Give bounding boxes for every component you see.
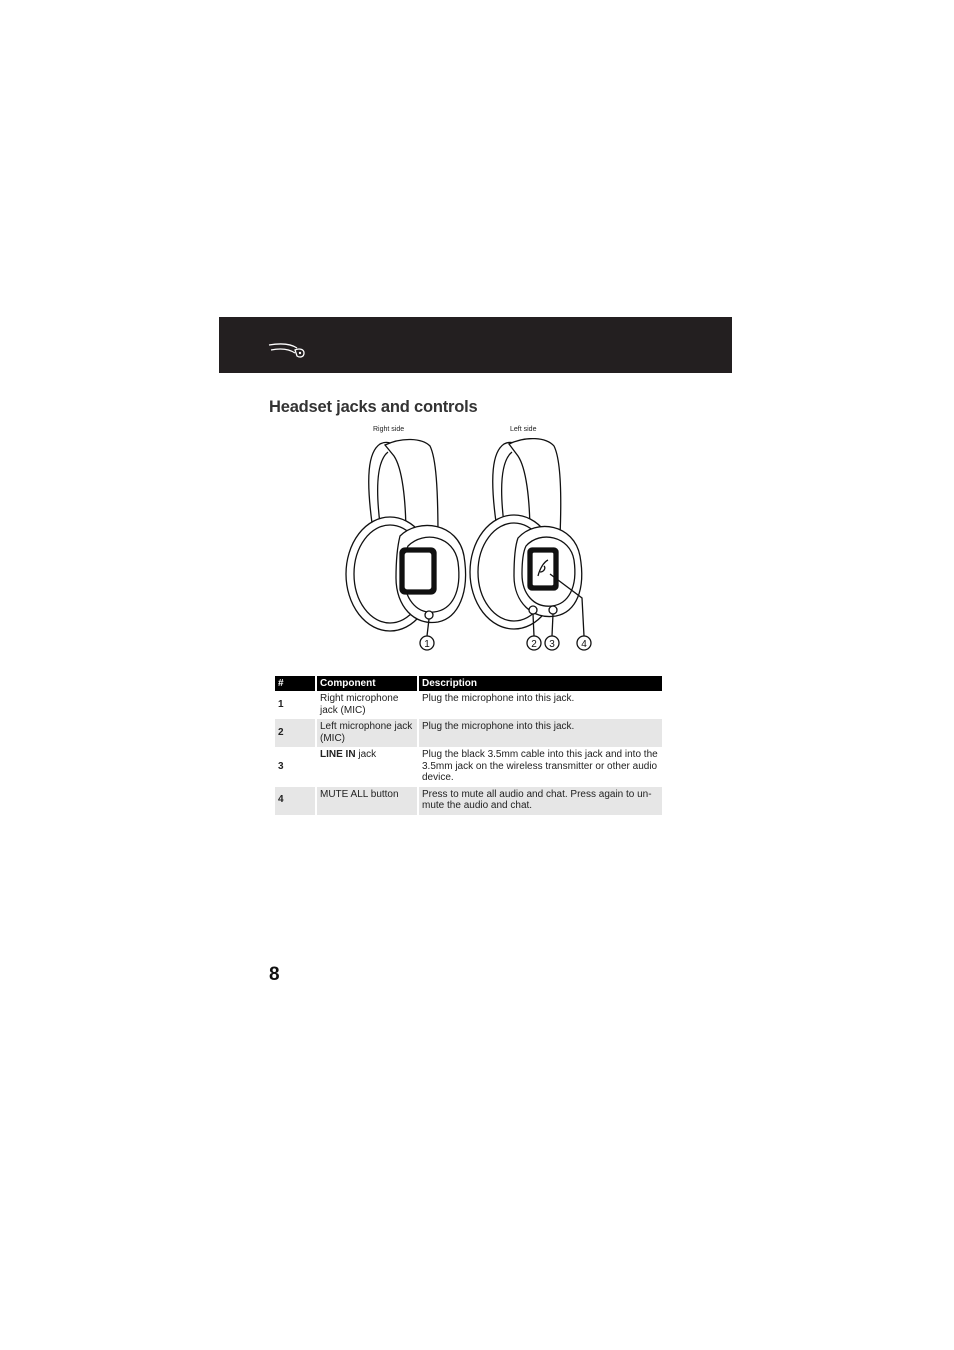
page-number: 8	[269, 964, 280, 985]
header-component: Component	[316, 676, 418, 691]
component-rest-label: jack	[355, 749, 377, 760]
row-num: 1	[278, 698, 284, 710]
component-bold-label: LINE IN	[320, 749, 356, 760]
row-description: Press to mute all audio and chat. Press again to un-mute the audio and chat.	[418, 787, 662, 815]
row-component	[316, 747, 418, 787]
left-side-headset	[470, 439, 591, 650]
header-num: #	[275, 676, 316, 691]
callout-3: 3	[549, 639, 555, 650]
section-title: Headset jacks and controls	[269, 398, 478, 416]
row-description: Plug the microphone into this jack.	[418, 719, 662, 747]
callout-1: 1	[424, 639, 430, 650]
row-description: Plug the black 3.5mm cable into this jack and into the 3.5mm jack on the wireless transmitter or other audio device.	[418, 747, 662, 787]
components-table	[275, 676, 662, 815]
row-component: Left microphone jack (MIC)	[316, 719, 418, 747]
table-row	[275, 719, 662, 747]
row-component: Right microphone jack (MIC)	[316, 691, 418, 719]
header-bar	[219, 317, 732, 373]
row-num: 2	[275, 719, 316, 747]
callout-2: 2	[531, 639, 537, 650]
headset-cable-icon	[267, 339, 307, 363]
table-row	[275, 787, 662, 815]
headset-illustration	[330, 438, 600, 654]
row-component: MUTE ALL button	[316, 787, 418, 815]
header-description: Description	[418, 676, 662, 691]
table-row	[275, 747, 662, 787]
row-num: 3	[278, 760, 284, 772]
right-side-label: Right side	[373, 426, 405, 433]
right-side-headset	[346, 439, 466, 650]
left-side-label: Left side	[510, 426, 537, 433]
table-header-row	[275, 676, 662, 691]
row-num: 4	[275, 787, 316, 815]
row-description: Plug the microphone into this jack.	[418, 691, 662, 719]
callout-4: 4	[581, 639, 587, 650]
table-row	[275, 691, 662, 719]
